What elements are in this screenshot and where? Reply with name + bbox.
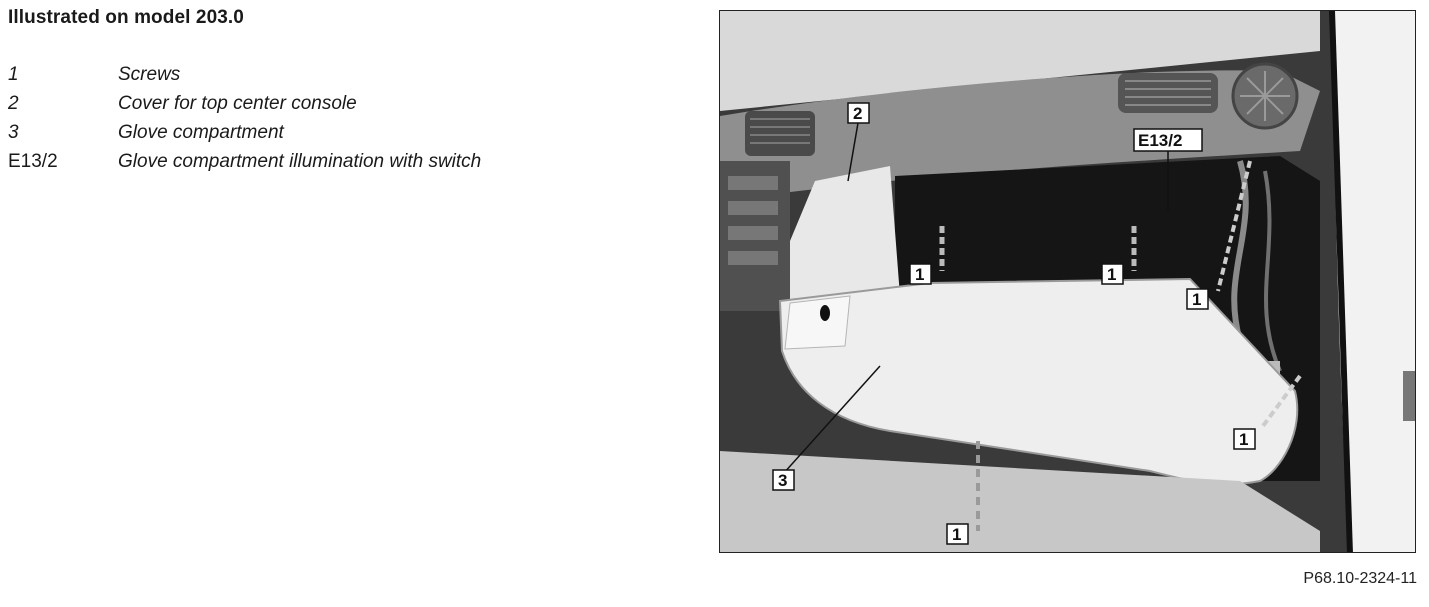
left-vent-icon (745, 111, 815, 156)
dashboard-photo (719, 10, 1416, 553)
door-latch-icon (1403, 371, 1416, 421)
legend-key: 3 (8, 121, 19, 143)
legend-text: Glove compartment (118, 121, 284, 143)
photo-illustration (720, 11, 1416, 553)
svg-text:2: 2 (853, 104, 863, 123)
legend-text: Screws (118, 63, 181, 85)
center-console-icon (720, 161, 790, 311)
svg-text:E13/2: E13/2 (1138, 131, 1183, 150)
callout-2 (848, 103, 869, 123)
callout-1-left (910, 264, 931, 284)
legend-item (8, 60, 481, 89)
svg-text:1: 1 (952, 525, 962, 544)
svg-text:1: 1 (1107, 265, 1117, 284)
svg-text:1: 1 (1192, 290, 1202, 309)
callout-e13-2 (1134, 129, 1202, 151)
legend-item (8, 89, 481, 118)
legend-key: 1 (8, 63, 19, 85)
svg-text:3: 3 (778, 471, 788, 490)
legend-key: 2 (8, 92, 19, 114)
svg-text:1: 1 (1239, 430, 1249, 449)
legend-key: E13/2 (8, 150, 58, 172)
svg-text:1: 1 (915, 265, 925, 284)
legend-item (8, 147, 481, 176)
legend-text: Glove compartment illumination with switch (118, 150, 482, 172)
legend-text: Cover for top center console (118, 92, 357, 114)
callout-1-right-lower (1234, 429, 1255, 449)
callout-1-bottom (947, 524, 968, 544)
callout-1-center (1102, 264, 1123, 284)
figure-reference: P68.10-2324-11 (1303, 570, 1417, 587)
keyhole-icon (820, 305, 830, 321)
glove-side-panel (785, 296, 850, 349)
page-title: Illustrated on model 203.0 (8, 7, 244, 28)
callout-1-right-upper (1187, 289, 1208, 309)
callout-3 (773, 470, 794, 490)
legend-item (8, 118, 481, 147)
legend-list (8, 60, 481, 176)
